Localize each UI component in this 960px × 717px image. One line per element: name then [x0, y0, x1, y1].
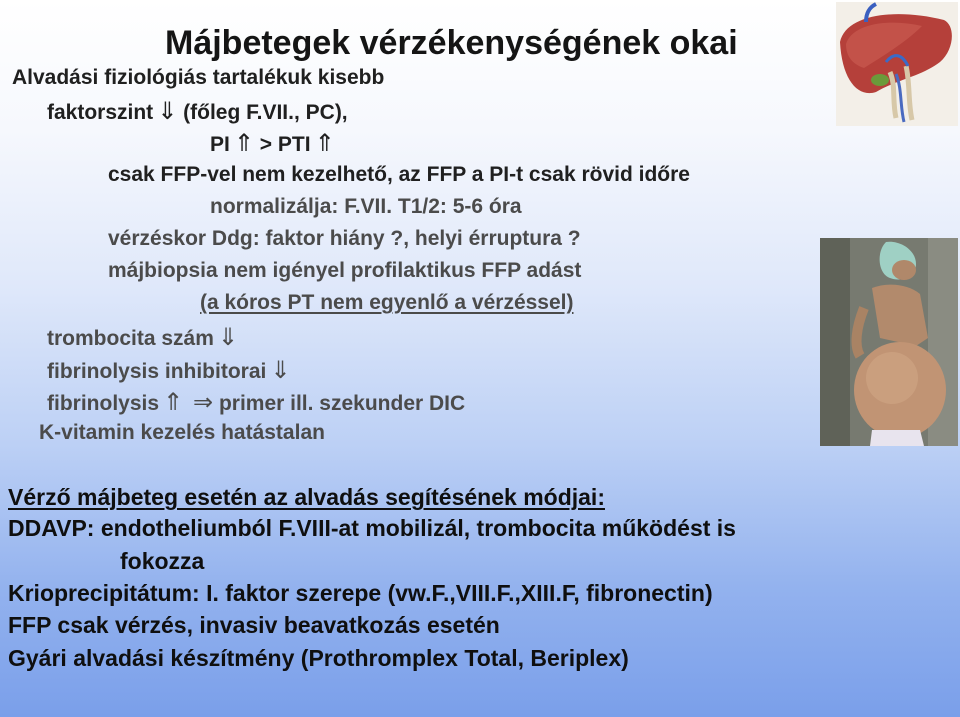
text-line-16: Krioprecipitátum: I. faktor szerepe (vw.F.,VIII.F.,XIII.F, fibronectin) [8, 580, 713, 606]
text-line-2 [47, 97, 348, 125]
text-line-6: vérzéskor Ddg: faktor hiány ?, helyi érruptura ? [108, 227, 581, 250]
arrow-down-icon: ⇓ [270, 356, 291, 384]
text-pi: PI [210, 133, 230, 156]
text-line-17: FFP csak vérzés, invasiv beavatkozás esetén [8, 612, 500, 638]
text-line-10 [47, 356, 290, 384]
text-line-8: (a kóros PT nem egyenlő a vérzéssel) [200, 291, 574, 314]
text-line-4: csak FFP-vel nem kezelhető, az FFP a PI-t csak rövid időre [108, 163, 690, 186]
text-dic: primer ill. szekunder DIC [218, 392, 466, 415]
arrow-up-icon: ⇑ [163, 388, 184, 416]
text-faktorszint: faktorszint [47, 101, 154, 124]
text-line-7: májbiopsia nem igényel profilaktikus FFP adást [108, 259, 582, 282]
patient-photo [820, 238, 958, 446]
text-line-3 [210, 129, 335, 157]
text-fibrinolysis-inh: fibrinolysis inhibitorai [47, 360, 267, 383]
arrow-down-icon: ⇓ [157, 97, 178, 125]
text-line-9 [47, 323, 238, 351]
text-line-12: K-vitamin kezelés hatástalan [39, 421, 325, 444]
text-line-1: Alvadási fiziológiás tartalékuk kisebb [12, 66, 385, 89]
text-pti: > PTI [259, 133, 311, 156]
text-fogleg: (főleg F.VII., PC), [183, 101, 348, 124]
arrow-up-icon: ⇑ [233, 129, 254, 157]
implies-arrow-icon: ⇒ [192, 388, 214, 416]
text-line-14: DDAVP: endotheliumból F.VIII-at mobilizál, trombocita működést is [8, 515, 736, 541]
text-trombocita: trombocita szám [47, 327, 214, 350]
arrow-up-icon: ⇑ [314, 129, 335, 157]
text-line-13: Vérző májbeteg esetén az alvadás segítésének módjai: [8, 484, 605, 510]
text-line-18: Gyári alvadási készítmény (Prothromplex Total, Beriplex) [8, 645, 629, 671]
text-line-11 [47, 388, 465, 416]
slide-title: Májbetegek vérzékenységének okai [165, 24, 738, 62]
text-line-5: normalizálja: F.VII. T1/2: 5-6 óra [210, 195, 522, 218]
text-fibrinolysis: fibrinolysis [47, 392, 160, 415]
arrow-down-icon: ⇓ [217, 323, 238, 351]
text-line-15: fokozza [120, 548, 205, 574]
liver-illustration [836, 2, 958, 126]
